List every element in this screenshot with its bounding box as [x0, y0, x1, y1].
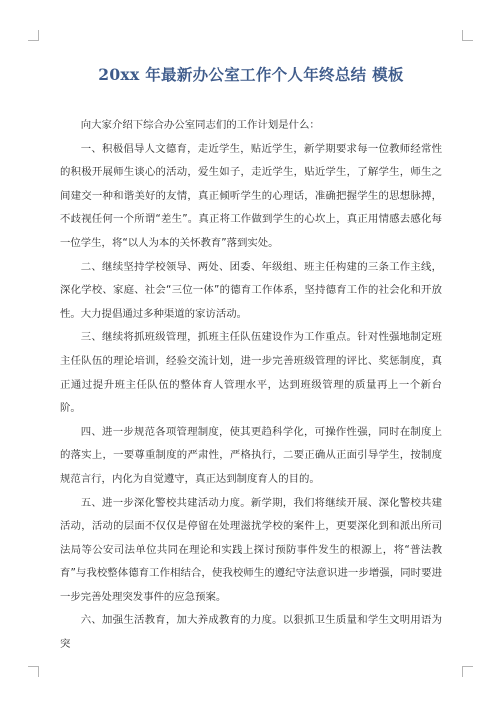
document-title: 20xx 年最新办公室工作个人年终总结 模板: [98, 65, 404, 84]
paragraph-6: 六、加强生活教育，加大养成教育的力度。以狠抓卫生质量和学生文明用语为突: [60, 614, 442, 651]
paragraph-5: 五、进一步深化警校共建活动力度。新学期，我们将继续开展、深化警校共建活动，活动的层面不仅仅是停留在处理滋扰学校的案件上，更要深化到和派出所司法局等公安司法单位共同在理论和实践上探讨预防事件发生的根源上，将“普法教育”与我校整体德育工作相结合，使我校师生的遵纪守法意识进一步增强，同时要进一步完善处理突发事件的应急预案。: [60, 496, 442, 603]
document-page: [60, 60, 442, 657]
crop-mark-bottom-right: [462, 666, 473, 677]
document-body: [60, 114, 442, 657]
paragraph-2: 二、继续坚持学校领导、两处、团委、年级组、班主任构建的三条工作主线，深化学校、家庭、社会“三位一体”的德育工作体系，坚持德育工作的社会化和开放性。大力提倡通过多种渠道的家访活动。: [60, 260, 442, 320]
crop-mark-top-right: [462, 30, 473, 41]
paragraph-1: 一、积极倡导人文德育，走近学生，贴近学生，新学期要求每一位教师经常性的积极开展师生谈心的活动，爱生如子，走近学生，贴近学生，了解学生，师生之间建交一种和谐美好的友情，真正倾听学生的心理话，准确把握学生的思想脉搏，不歧视任何一个所谓“差生”。真正将工作做到学生的心坎上，真正用情感去感化每一位学生，将“以人为本的关怀教育”落到实处。: [60, 142, 442, 249]
paragraph-3: 三、继续将抓班级管理，抓班主任队伍建设作为工作重点。针对性强地制定班主任队伍的理论培训，经验交流计划，进一步完善班级管理的评比、奖惩制度，真正通过提升班主任队伍的整体育人管理水平，达到班级管理的质量再上一个新台阶。: [60, 331, 442, 415]
paragraph-intro: 向大家介绍下综合办公室同志们的工作计划是什么：: [80, 119, 320, 131]
crop-mark-top-left: [28, 30, 39, 41]
paragraph-4: 四、进一步规范各项管理制度，使其更趋科学化，可操作性强，同时在制度上的落实上，一要尊重制度的严肃性，严格执行，二要正确从正面引导学生，按制度规范言行，内化为自觉遵守，真正达到制度育人的目的。: [60, 425, 442, 485]
crop-mark-bottom-left: [28, 666, 39, 677]
